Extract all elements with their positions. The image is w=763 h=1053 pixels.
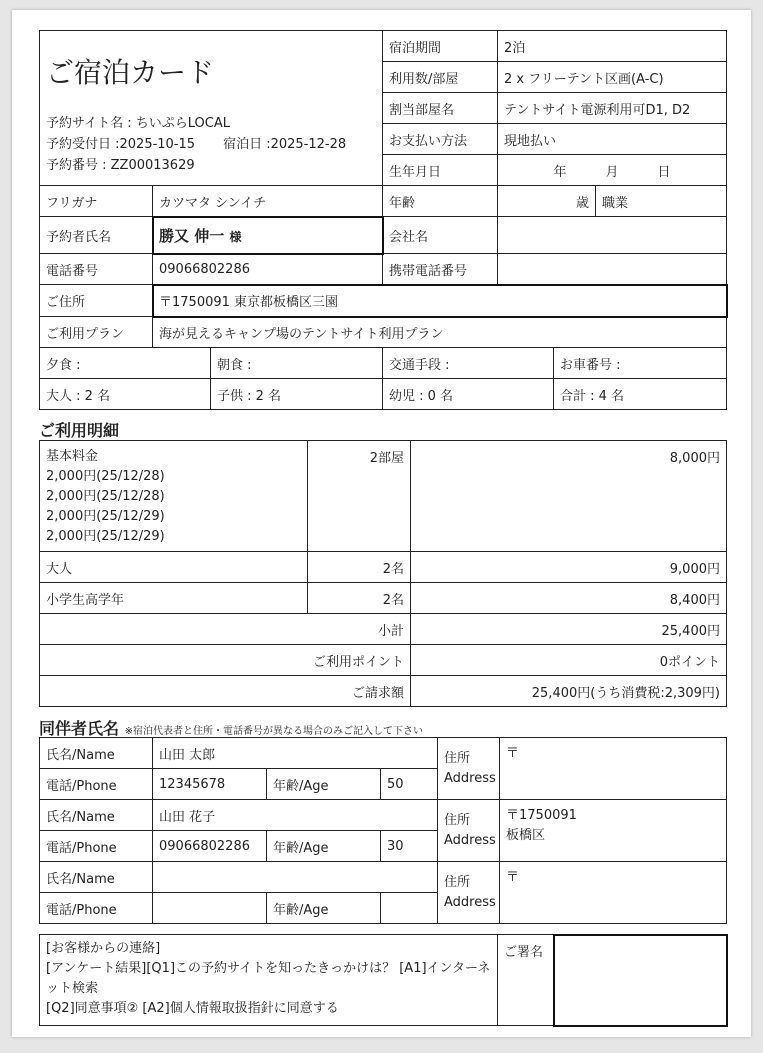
details-table — [39, 440, 727, 707]
info-label: 生年月日 — [383, 155, 498, 186]
address-line: 〒 — [506, 746, 520, 761]
signature-label: ご署名 — [498, 935, 554, 1026]
companion-phone-label: 電話/Phone — [40, 769, 153, 800]
message-line: [アンケート結果][Q1]この予約サイトを知ったきっかけは？ [A1]インターネット検索 — [46, 961, 491, 996]
booking-site: 予約サイト名 : ちいぷらLOCAL — [46, 116, 230, 131]
companion-name-label: 氏名/Name — [40, 738, 153, 769]
honorific: 様 — [229, 229, 242, 244]
breakfast: 朝食 : — [211, 348, 383, 379]
message-line: [お客様からの連絡] — [46, 941, 161, 956]
guest-name: 勝又 伸一 — [159, 226, 225, 245]
points: 0ポイント — [411, 645, 727, 676]
companion-phone[interactable]: 09066802286 — [153, 831, 267, 862]
address-label: ご住所 — [40, 285, 153, 317]
companions-heading: 同伴者氏名 — [39, 719, 120, 738]
companion-address[interactable] — [500, 738, 727, 800]
companion-age-label: 年齢/Age — [267, 831, 381, 862]
item-label: 大人 — [40, 552, 308, 583]
companion-address[interactable] — [500, 800, 727, 862]
address-label-ja: 住所 — [444, 874, 471, 890]
adults-count: 大人 : 2 名 — [40, 379, 211, 410]
address-line: 板橋区 — [506, 828, 546, 843]
companion-name-label: 氏名/Name — [40, 862, 153, 893]
company-label: 会社名 — [383, 217, 498, 254]
companion-address[interactable] — [500, 862, 727, 924]
job-label: 職業 — [596, 186, 727, 217]
base-amount: 8,000円 — [411, 441, 727, 552]
message-line: [Q2]同意事項② [A2]個人情報取扱指針に同意する — [46, 1001, 339, 1016]
companion-address-label — [438, 800, 500, 862]
companion-age[interactable] — [381, 893, 438, 924]
companion-phone[interactable]: 12345678 — [153, 769, 267, 800]
address-value: 〒1750091 東京都板橋区三園 — [153, 285, 727, 317]
footer-table — [39, 934, 727, 1026]
companion-name-label: 氏名/Name — [40, 800, 153, 831]
companion-name[interactable]: 山田 花子 — [153, 800, 438, 831]
address-label-en: Address — [444, 770, 496, 786]
phone-value: 09066802286 — [153, 254, 383, 285]
info-label: 宿泊期間 — [383, 31, 498, 62]
companion-age-label: 年齢/Age — [267, 769, 381, 800]
infants-count: 幼児 : 0 名 — [383, 379, 554, 410]
card-header — [40, 31, 383, 186]
companion-phone[interactable] — [153, 893, 267, 924]
children-count: 子供 : 2 名 — [211, 379, 383, 410]
info-label: お支払い方法 — [383, 124, 498, 155]
info-label: 割当部屋名 — [383, 93, 498, 124]
info-value: テントサイト電源利用可D1, D2 — [498, 93, 727, 124]
base-fee-label: 基本料金 — [46, 449, 99, 464]
car-number: お車番号 : — [554, 348, 727, 379]
page-title: ご宿泊カード — [46, 56, 215, 89]
address-line: 〒 — [506, 870, 520, 885]
info-value: 2 x フリーテント区画(A-C) — [498, 62, 727, 93]
companion-age[interactable]: 50 — [381, 769, 438, 800]
address-label-ja: 住所 — [444, 750, 471, 766]
transport: 交通手段 : — [383, 348, 554, 379]
companion-age[interactable]: 30 — [381, 831, 438, 862]
mobile-field[interactable] — [498, 254, 727, 285]
companion-address-label — [438, 738, 500, 800]
item-label: 小学生高学年 — [40, 583, 308, 614]
base-qty: 2部屋 — [308, 441, 411, 552]
billed-amount: 25,400円(うち消費税:2,309円) — [411, 676, 727, 707]
total-count: 合計 : 4 名 — [554, 379, 727, 410]
received-date: 予約受付日 :2025-10-15 — [46, 137, 196, 152]
base-fee-line: 2,000円(25/12/29) — [46, 529, 165, 544]
address-label-en: Address — [444, 832, 496, 848]
address-label-en: Address — [444, 894, 496, 910]
base-fee-line: 2,000円(25/12/28) — [46, 469, 165, 484]
companion-name[interactable]: 山田 太郎 — [153, 738, 438, 769]
info-value: 2泊 — [498, 31, 727, 62]
subtotal-label: 小計 — [40, 614, 411, 645]
signature-box[interactable] — [554, 935, 727, 1026]
companion-name[interactable] — [153, 862, 438, 893]
company-field[interactable] — [498, 217, 727, 254]
item-qty: 2名 — [308, 552, 411, 583]
points-label: ご利用ポイント — [40, 645, 411, 676]
companions-note: ※宿泊代表者と住所・電話番号が異なる場合のみご記入して下さい — [124, 726, 423, 737]
base-fee-line: 2,000円(25/12/29) — [46, 509, 165, 524]
card-table — [39, 30, 727, 410]
dinner: 夕食 : — [40, 348, 211, 379]
base-fee-line: 2,000円(25/12/28) — [46, 489, 165, 504]
age-field[interactable]: 歳 — [498, 186, 596, 217]
stay-date: 宿泊日 :2025-12-28 — [223, 137, 347, 152]
page — [12, 10, 751, 1037]
plan-label: ご利用プラン — [40, 317, 153, 348]
billed-label: ご請求額 — [40, 676, 411, 707]
companion-address-label — [438, 862, 500, 924]
companions-table — [39, 737, 727, 924]
birthdate-field[interactable]: 年 月 日 — [498, 155, 727, 186]
plan-value: 海が見えるキャンプ場のテントサイト利用プラン — [153, 317, 727, 348]
furigana-value: カツマタ シンイチ — [153, 186, 383, 217]
item-amount: 9,000円 — [411, 552, 727, 583]
name-label: 予約者氏名 — [40, 217, 153, 254]
address-line: 〒1750091 — [506, 808, 577, 823]
info-label: 利用数/部屋 — [383, 62, 498, 93]
companion-phone-label: 電話/Phone — [40, 831, 153, 862]
mobile-label: 携帯電話番号 — [383, 254, 498, 285]
phone-label: 電話番号 — [40, 254, 153, 285]
item-amount: 8,400円 — [411, 583, 727, 614]
age-label: 年齢 — [383, 186, 498, 217]
booking-number: 予約番号 : ZZ00013629 — [46, 158, 195, 173]
companion-age-label: 年齢/Age — [267, 893, 381, 924]
furigana-label: フリガナ — [40, 186, 153, 217]
companion-phone-label: 電話/Phone — [40, 893, 153, 924]
address-label-ja: 住所 — [444, 812, 471, 828]
info-value: 現地払い — [498, 124, 727, 155]
subtotal: 25,400円 — [411, 614, 727, 645]
item-qty: 2名 — [308, 583, 411, 614]
details-heading: ご利用明細 — [39, 421, 120, 440]
